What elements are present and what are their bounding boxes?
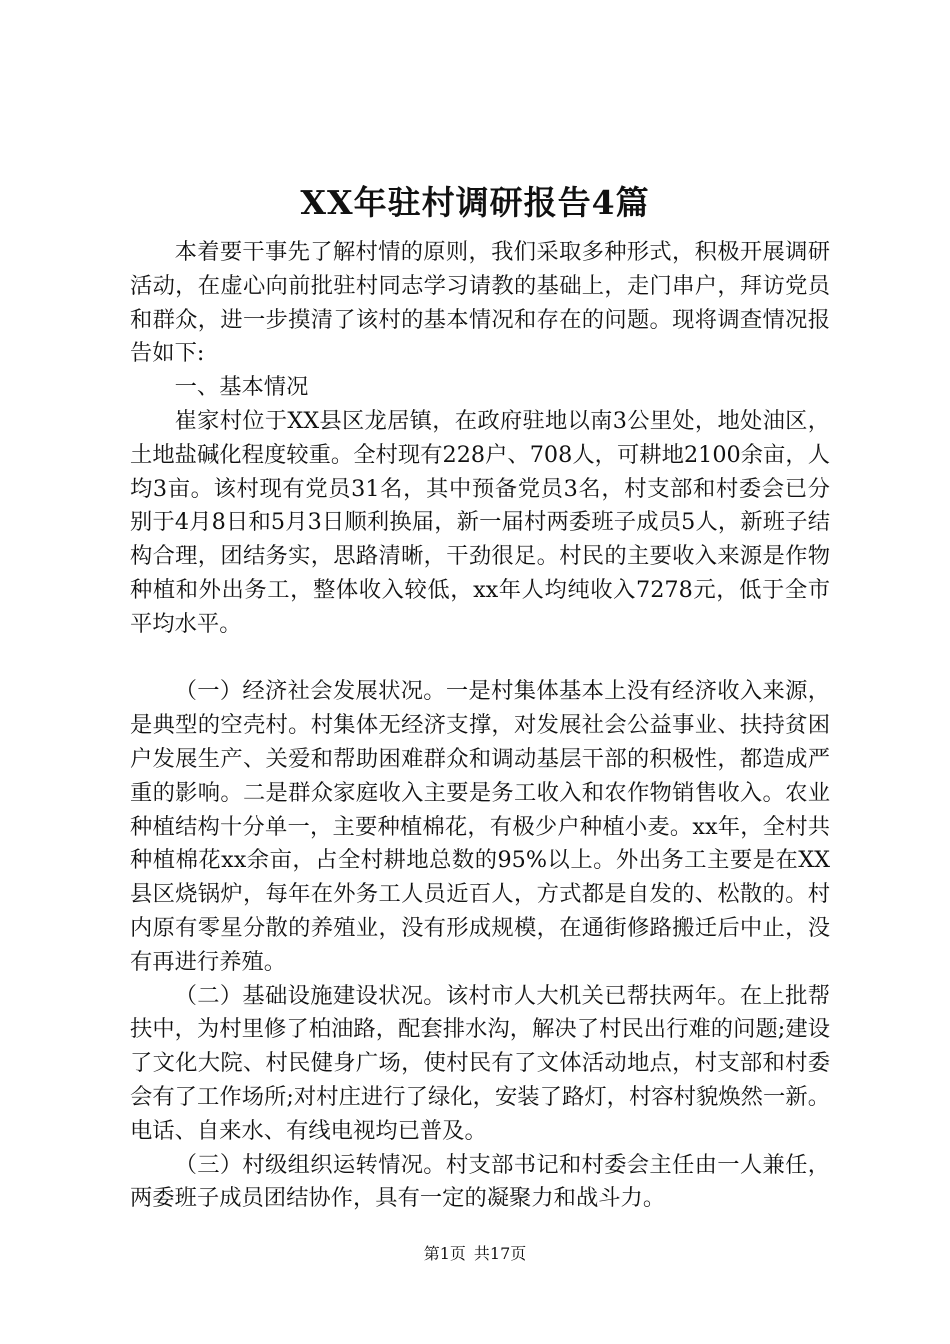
economic-development-paragraph: （一）经济社会发展状况。一是村集体基本上没有经济收入来源，是典型的空壳村。村集体无经济支撑，对发展社会公益事业、扶持贫困户发展生产、关爱和帮助困难群众和调动基层干部的积极性，都造成严重的影响。二是群众家庭收入主要是务工收入和农作物销售收入。农业种植结构十分单一，主要种植棉花，有极少户种植小麦。xx年，全村共种植棉花xx余亩，占全村耕地总数的95%以上。外出务工主要是在XX县区烧锅炉，每年在外务工人员近百人，方式都是自发的、松散的。村内原有零星分散的养殖业，没有形成规模，在通街修路搬迁后中止，没有再进行养殖。 (130, 678, 830, 975)
page-number: 第1页 (423, 1244, 466, 1263)
village-overview-paragraph: 崔家村位于XX县区龙居镇，在政府驻地以南3公里处，地处油区，土地盐碱化程度较重。全村现有228户、708人，可耕地2100余亩，人均3亩。该村现有党员31名，其中预备党员3名，村支部和村委会已分别于4月8日和5月3日顺利换届，新一届村两委班子成员5人，新班子结构合理，团结务实，思路清晰，干劲很足。村民的主要收入来源是作物种植和外出务工，整体收入较低，xx年人均纯收入7278元，低于全市平均水平。 (130, 407, 830, 637)
document-title: XX年驻村调研报告4篇 (300, 183, 650, 222)
section-heading-basic-situation: 一、基本情况 (174, 374, 309, 401)
page-total: 共17页 (473, 1244, 527, 1263)
organization-paragraph: （三）村级组织运转情况。村支部书记和村委会主任由一人兼任，两委班子成员团结协作，具有一定的凝聚力和战斗力。 (130, 1151, 830, 1212)
document-body (130, 236, 830, 1216)
intro-paragraph: 本着要干事先了解村情的原则，我们采取多种形式，积极开展调研活动，在虚心向前批驻村同志学习请教的基础上，走门串户，拜访党员和群众，进一步摸清了该村的基本情况和存在的问题。现将调查情况报告如下: (130, 239, 830, 367)
page-footer (0, 1244, 950, 1264)
infrastructure-paragraph: （二）基础设施建设状况。该村市人大机关已帮扶两年。在上批帮扶中，为村里修了柏油路，配套排水沟，解决了村民出行难的问题;建设了文化大院、村民健身广场，使村民有了文体活动地点，村支部和村委会有了工作场所;对村庄进行了绿化，安装了路灯，村容村貌焕然一新。电话、自来水、有线电视均已普及。 (130, 982, 830, 1144)
